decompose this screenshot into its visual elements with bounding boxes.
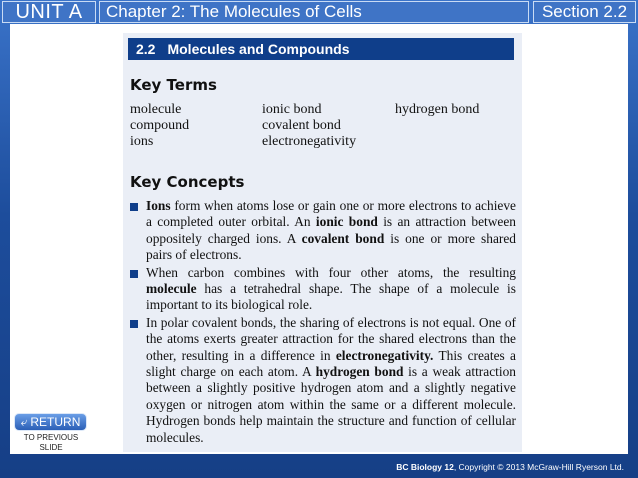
key-term: ionic bond	[262, 102, 322, 117]
bold-term: ionic bond	[315, 214, 378, 230]
section-banner	[128, 38, 514, 60]
header-bar	[0, 0, 638, 24]
key-term: hydrogen bond	[395, 102, 480, 117]
section-heading: Molecules and Compounds	[167, 41, 350, 57]
text-run: is a weak attraction between a slightly positive hydrogen atom and a slightly negative oxygen or nitrogen atom within the same or a different molecule. Hydrogen bonds help maintain the structure and function of cellular molecules.	[146, 364, 516, 445]
square-bullet-icon	[130, 270, 138, 278]
concept-item	[129, 265, 516, 314]
bold-term: electronegativity.	[335, 347, 434, 363]
section-tab: Section 2.2	[533, 1, 636, 23]
book-title: BC Biology 12	[396, 462, 454, 472]
chapter-title: Chapter 2: The Molecules of Cells	[99, 1, 529, 23]
return-label: RETURN	[30, 415, 81, 429]
concept-text	[146, 265, 516, 313]
key-concepts-heading: Key Concepts	[130, 173, 245, 191]
return-arrow-icon: ⤶	[20, 414, 28, 429]
text-run: is an attraction between oppositely charged ions. A	[146, 214, 516, 246]
square-bullet-icon	[130, 203, 138, 211]
key-term: molecule	[130, 102, 182, 117]
concept-text	[146, 198, 516, 262]
return-note: TO PREVIOUS SLIDE	[23, 433, 79, 452]
key-terms-column-1	[130, 102, 189, 150]
text-run: This creates a slight charge on each atom. A	[146, 347, 516, 380]
key-term: ions	[130, 134, 154, 149]
concept-item	[129, 198, 516, 264]
bold-term: Ions	[146, 198, 171, 213]
key-terms-column-2	[262, 102, 356, 150]
key-term: compound	[130, 118, 190, 133]
return-button[interactable]	[14, 413, 87, 431]
copyright-text: , Copyright © 2013 McGraw-Hill Ryerson Ltd.	[453, 462, 624, 472]
text-run: form when atoms lose or gain one or more electrons to achieve a completed outer orbital. An	[146, 198, 516, 230]
key-term: electronegativity	[262, 134, 357, 149]
text-run: In polar covalent bonds, the sharing of electrons is not equal. One of the atoms exerts greater attraction for the shared electrons than the other, resulting in a difference in	[146, 314, 516, 363]
bold-term: covalent bond	[301, 230, 385, 246]
section-number: 2.2	[136, 41, 156, 57]
copyright-footer	[396, 462, 624, 472]
bold-term: molecule	[146, 281, 197, 297]
square-bullet-icon	[130, 320, 138, 328]
text-run: When carbon combines with four other atoms, the resulting	[146, 264, 516, 280]
key-terms-column-3	[395, 102, 479, 118]
text-run: is one or more shared pairs of electrons.	[146, 230, 517, 263]
bold-term: hydrogen bond	[315, 364, 404, 380]
concept-item	[129, 315, 516, 446]
key-terms-heading: Key Terms	[130, 76, 217, 94]
unit-tab: UNIT A	[2, 1, 96, 23]
concept-text	[146, 315, 516, 445]
key-term: covalent bond	[262, 118, 341, 133]
key-concepts-list	[129, 198, 516, 446]
text-run: has a tetrahedral shape. The shape of a molecule is important to its biological role.	[146, 281, 516, 313]
